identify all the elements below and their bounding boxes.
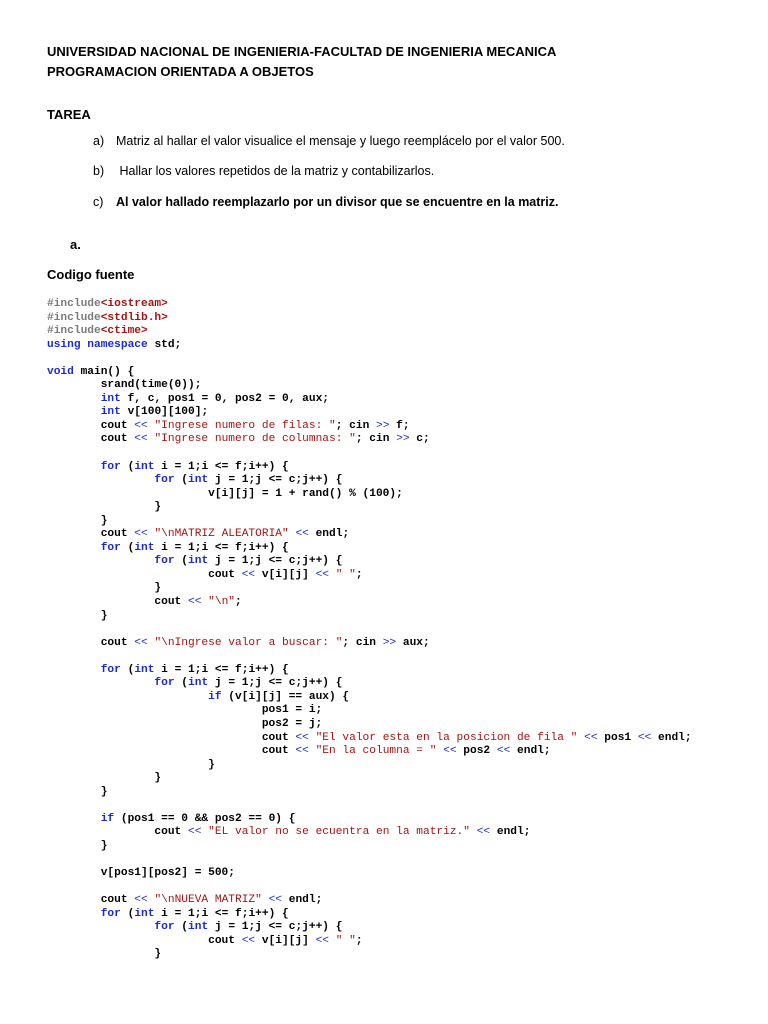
- code-line: [47, 826, 692, 840]
- code-line: [47, 325, 692, 339]
- code-token: cout: [47, 568, 242, 581]
- code-token: <<: [295, 745, 309, 758]
- code-line: [47, 420, 692, 434]
- code-line: [47, 582, 692, 596]
- code-token: [309, 745, 316, 757]
- code-line: [47, 894, 692, 908]
- code-token: (: [174, 677, 189, 690]
- task-item: [93, 134, 565, 148]
- code-token: ;: [355, 568, 363, 581]
- code-token: "Ingrese numero de columnas: ": [154, 433, 356, 446]
- code-token: }: [47, 772, 162, 785]
- task-text: Hallar los valores repetidos de la matriz y contabilizarlos.: [116, 164, 435, 178]
- code-line: [47, 461, 692, 475]
- code-token: [47, 393, 101, 405]
- code-token: endl;: [282, 894, 323, 907]
- task-item: [93, 164, 434, 178]
- code-line: [47, 339, 692, 353]
- code-line: [47, 515, 692, 529]
- code-token: for: [154, 474, 175, 487]
- code-token: }: [47, 582, 162, 595]
- course-title: PROGRAMACION ORIENTADA A OBJETOS: [47, 64, 314, 79]
- code-token: <<: [315, 934, 330, 947]
- code-token: [47, 921, 154, 933]
- code-line: [47, 853, 692, 867]
- code-line: [47, 433, 692, 447]
- section-title: TAREA: [47, 107, 91, 122]
- code-token: <<: [476, 826, 491, 839]
- code-line: [47, 623, 692, 637]
- code-heading: Codigo fuente: [47, 267, 135, 282]
- code-line: [47, 745, 692, 759]
- code-token: "\n": [208, 596, 236, 609]
- code-token: [47, 542, 101, 554]
- code-token: [262, 894, 269, 906]
- source-code-block: [47, 298, 692, 962]
- code-line: [47, 718, 692, 732]
- code-token: (: [120, 541, 135, 554]
- code-line: [47, 379, 692, 393]
- code-token: v[100][100];: [120, 406, 209, 419]
- code-token: int: [134, 663, 155, 676]
- code-line: [47, 501, 692, 515]
- code-line: [47, 772, 692, 786]
- code-line: [47, 488, 692, 502]
- code-token: <<: [295, 731, 309, 744]
- code-token: <<: [268, 894, 283, 907]
- code-token: "Ingrese numero de filas: ": [154, 419, 336, 432]
- code-token: <<: [496, 745, 511, 758]
- code-token: "\nMATRIZ ALEATORIA": [154, 528, 289, 541]
- code-token: (v[i][j] == aux) {: [221, 690, 350, 703]
- code-line: [47, 542, 692, 556]
- code-token: int: [134, 907, 155, 920]
- task-letter: a): [93, 134, 105, 148]
- code-token: ;: [355, 934, 363, 947]
- code-line: [47, 840, 692, 854]
- code-token: for: [100, 541, 121, 554]
- code-token: i = 1;i <= f;i++) {: [154, 907, 289, 920]
- code-token: void: [47, 365, 74, 378]
- code-line: [47, 393, 692, 407]
- code-token: cout: [47, 745, 296, 758]
- code-token: <<: [134, 433, 148, 446]
- code-line: [47, 867, 692, 881]
- code-token: ; cin: [355, 433, 397, 446]
- code-token: <<: [584, 731, 598, 744]
- code-token: }: [47, 609, 108, 622]
- code-token: if: [208, 690, 222, 703]
- code-token: <<: [134, 419, 148, 432]
- code-token: [47, 406, 101, 418]
- code-token: cout: [47, 419, 135, 432]
- code-token: [309, 732, 316, 744]
- code-token: f;: [389, 419, 410, 432]
- code-line: [47, 650, 692, 664]
- code-token: v[pos1][pos2] = 500;: [47, 866, 235, 879]
- code-line: [47, 732, 692, 746]
- code-line: [47, 948, 692, 962]
- code-token: <<: [188, 596, 202, 609]
- code-token: [47, 691, 208, 703]
- code-token: (: [120, 907, 135, 920]
- code-token: c;: [409, 433, 430, 446]
- code-token: std;: [147, 338, 182, 351]
- code-token: j = 1;j <= c;j++) {: [208, 474, 343, 487]
- code-token: [47, 555, 154, 567]
- code-token: <<: [188, 826, 202, 839]
- code-token: " ": [335, 568, 356, 581]
- code-token: pos2 = j;: [47, 717, 323, 730]
- code-token: <<: [295, 528, 309, 541]
- code-token: cout: [47, 636, 135, 649]
- code-token: [470, 826, 477, 838]
- code-line: [47, 474, 692, 488]
- code-token: (: [174, 555, 189, 568]
- code-line: [47, 555, 692, 569]
- code-token: <<: [134, 528, 148, 541]
- code-token: for: [154, 555, 175, 568]
- code-token: }: [47, 758, 215, 771]
- code-token: cout: [47, 894, 135, 907]
- code-token: [47, 461, 101, 473]
- code-token: [47, 908, 101, 920]
- code-token: i = 1;i <= f;i++) {: [154, 460, 289, 473]
- code-token: "EL valor no se ecuentra en la matriz.": [208, 826, 470, 839]
- code-line: [47, 528, 692, 542]
- code-line: [47, 664, 692, 678]
- code-token: namespace: [87, 338, 148, 351]
- code-token: [47, 677, 154, 689]
- university-header: UNIVERSIDAD NACIONAL DE INGENIERIA-FACULTAD DE INGENIERIA MECANICA: [47, 44, 557, 59]
- code-token: int: [188, 921, 209, 934]
- code-token: "\nIngrese valor a buscar: ": [154, 636, 343, 649]
- code-token: if: [100, 812, 115, 825]
- code-token: cout: [47, 826, 188, 839]
- code-line: [47, 691, 692, 705]
- code-token: #include: [47, 298, 101, 310]
- code-line: [47, 406, 692, 420]
- code-token: cout: [47, 731, 296, 744]
- task-letter: b): [93, 164, 105, 178]
- code-line: [47, 352, 692, 366]
- code-token: [329, 935, 336, 947]
- code-line: [47, 569, 692, 583]
- task-item: [93, 195, 559, 209]
- code-token: }: [47, 785, 108, 798]
- code-token: <<: [315, 568, 330, 581]
- code-line: [47, 786, 692, 800]
- task-text: Al valor hallado reemplazarlo por un divisor que se encuentre en la matriz.: [116, 195, 559, 209]
- code-token: }: [47, 501, 162, 514]
- code-token: <<: [637, 731, 652, 744]
- code-token: int: [134, 541, 155, 554]
- code-token: j = 1;j <= c;j++) {: [208, 555, 343, 568]
- code-line: [47, 677, 692, 691]
- code-token: v[i][j]: [255, 568, 316, 581]
- code-token: endl;: [308, 528, 350, 541]
- task-text: Matriz al hallar el valor visualice el mensaje y luego reemplácelo por el valor 500.: [116, 134, 565, 148]
- code-token: [47, 813, 101, 825]
- code-token: #include: [47, 311, 101, 324]
- code-line: [47, 759, 692, 773]
- code-token: pos2: [456, 745, 497, 758]
- code-token: <iostream>: [100, 298, 168, 310]
- code-token: int: [100, 392, 121, 405]
- code-token: (pos1 == 0 && pos2 == 0) {: [114, 812, 296, 825]
- code-token: i = 1;i <= f;i++) {: [154, 541, 289, 554]
- code-token: int: [188, 555, 209, 568]
- code-token: <<: [134, 894, 148, 907]
- code-token: }: [47, 839, 108, 852]
- code-token: j = 1;j <= c;j++) {: [208, 921, 343, 934]
- code-token: for: [154, 921, 175, 934]
- code-token: endl;: [490, 826, 531, 839]
- code-token: <<: [241, 934, 256, 947]
- code-token: <<: [134, 636, 148, 649]
- code-token: f, c, pos1 = 0, pos2 = 0, aux;: [120, 392, 329, 405]
- code-line: [47, 610, 692, 624]
- code-token: ;: [235, 596, 242, 609]
- code-token: pos1 = i;: [47, 704, 323, 717]
- code-line: [47, 908, 692, 922]
- code-token: " ": [335, 934, 356, 947]
- code-token: [47, 664, 101, 676]
- code-line: [47, 921, 692, 935]
- code-line: [47, 637, 692, 651]
- code-token: cout: [47, 528, 135, 541]
- task-letter: c): [93, 195, 104, 209]
- code-token: ; cin: [335, 419, 377, 432]
- code-token: using: [47, 338, 81, 351]
- code-token: "\nNUEVA MATRIZ": [154, 894, 262, 907]
- code-token: v[i][j]: [255, 934, 316, 947]
- code-token: cout: [47, 934, 242, 947]
- code-token: aux;: [396, 636, 430, 649]
- code-token: for: [100, 663, 121, 676]
- code-token: (: [174, 921, 189, 934]
- code-token: for: [100, 460, 121, 473]
- code-token: int: [134, 460, 155, 473]
- code-token: (: [174, 474, 189, 487]
- code-line: [47, 881, 692, 895]
- code-line: [47, 596, 692, 610]
- code-token: >>: [396, 433, 410, 446]
- code-token: pos1: [597, 731, 638, 744]
- code-token: <<: [443, 745, 457, 758]
- code-token: endl;: [651, 731, 692, 744]
- code-token: main() {: [73, 365, 135, 378]
- code-line: [47, 366, 692, 380]
- code-token: endl;: [510, 745, 551, 758]
- code-line: [47, 298, 692, 312]
- code-token: #include: [47, 325, 101, 338]
- code-token: int: [188, 474, 209, 487]
- code-token: >>: [382, 636, 397, 649]
- code-token: v[i][j] = 1 + rand() % (100);: [47, 487, 403, 500]
- code-line: [47, 813, 692, 827]
- code-token: int: [100, 406, 121, 419]
- code-token: [47, 474, 154, 486]
- code-token: <ctime>: [100, 325, 148, 338]
- code-token: int: [188, 677, 209, 690]
- code-token: for: [154, 677, 175, 690]
- code-token: "En la columna = ": [315, 745, 437, 758]
- code-token: for: [100, 907, 121, 920]
- code-token: i = 1;i <= f;i++) {: [154, 663, 289, 676]
- code-token: srand(time(0));: [47, 379, 202, 392]
- code-token: cout: [47, 433, 135, 446]
- code-token: "El valor esta en la posicion de fila ": [315, 731, 578, 744]
- code-token: cout: [47, 596, 188, 609]
- code-token: (: [120, 460, 135, 473]
- code-line: [47, 704, 692, 718]
- code-token: [329, 569, 336, 581]
- code-token: j = 1;j <= c;j++) {: [208, 677, 343, 690]
- code-token: >>: [376, 419, 390, 432]
- code-token: (: [120, 663, 135, 676]
- code-token: <stdlib.h>: [100, 311, 168, 324]
- code-token: }: [47, 948, 162, 961]
- code-line: [47, 447, 692, 461]
- subsection-label: a.: [70, 237, 81, 252]
- code-token: <<: [241, 568, 256, 581]
- code-line: [47, 935, 692, 949]
- code-line: [47, 312, 692, 326]
- code-line: [47, 799, 692, 813]
- code-token: ; cin: [342, 636, 383, 649]
- code-token: }: [47, 514, 108, 527]
